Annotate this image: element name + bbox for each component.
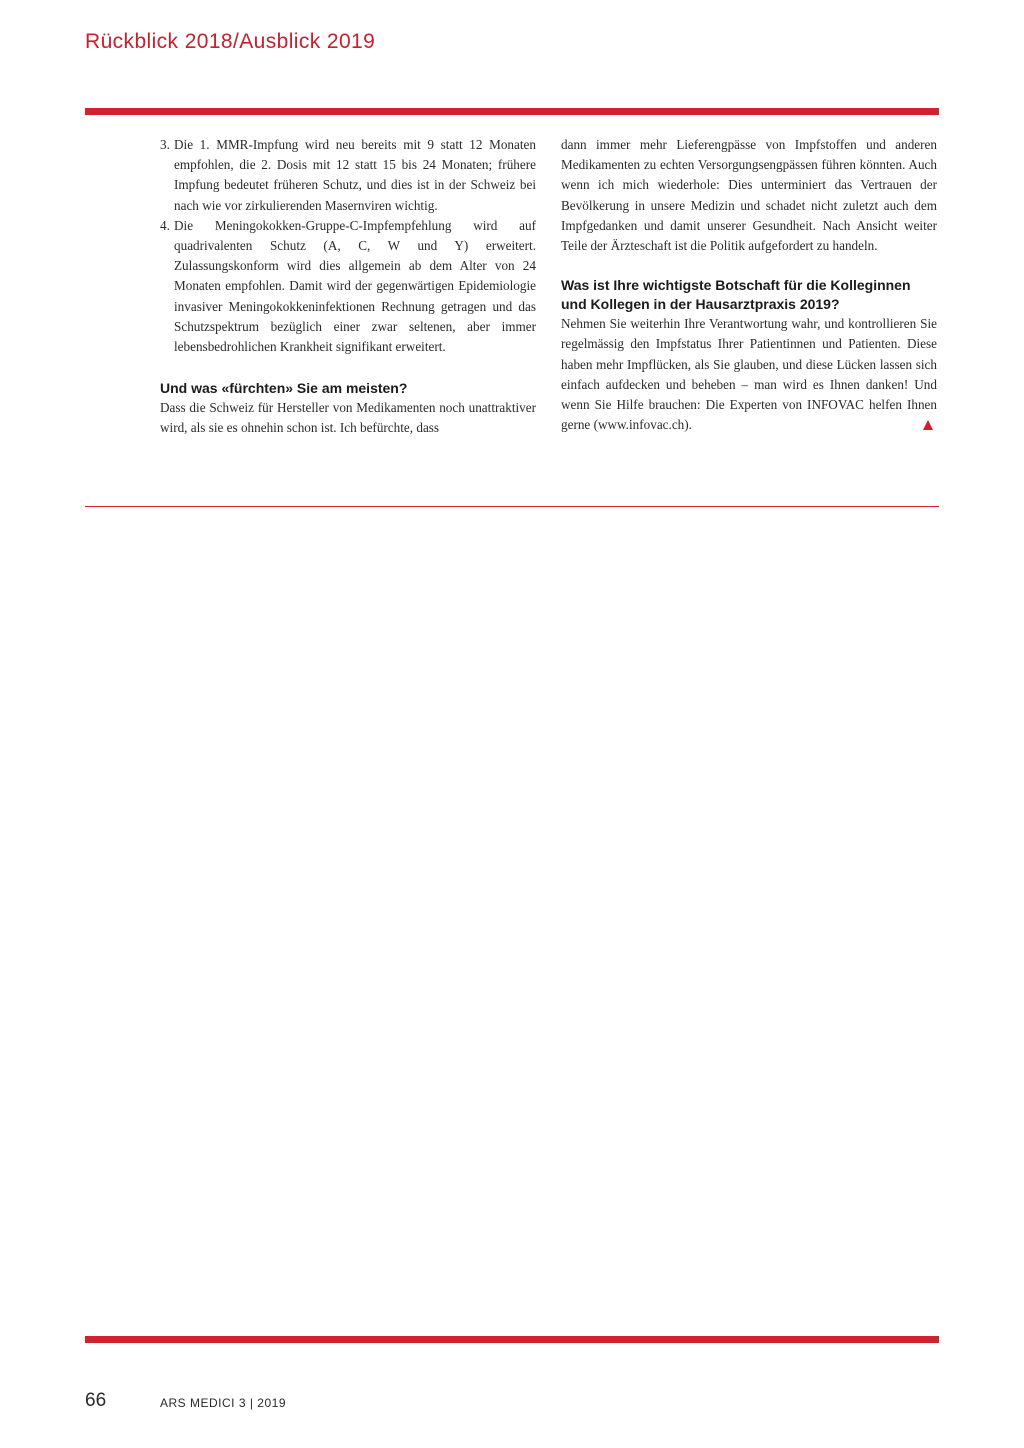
interview-question: Was ist Ihre wichtigste Botschaft für die Kolleginnen und Kollegen in der Hausarztpraxis 2019? xyxy=(561,277,911,313)
list-item-number: 3. xyxy=(160,137,170,152)
footer-divider xyxy=(85,1336,939,1343)
interview-answer-text: Nehmen Sie weiterhin Ihre Verantwortung wahr, und kontrollieren Sie regelmässig den Impfstatus Ihrer Patientinnen und Patienten. Diese haben mehr Impflücken, als Sie glauben, und diese Lücken lassen sich einfach aufdecken und beheben – man wird es Ihnen danken! Und wenn Sie Hilfe brauchen: Die Experten von INFOVAC helfen Ihnen gerne (www.infovac.ch). xyxy=(561,316,937,433)
list-item xyxy=(160,216,536,357)
list-item xyxy=(160,135,536,216)
page-header-title: Rückblick 2018/Ausblick 2019 xyxy=(85,30,376,53)
list-item-text: Die 1. MMR-Impfung wird neu bereits mit 9 statt 12 Monaten empfohlen, die 2. Dosis mit 12 statt 15 bis 24 Monaten; frühere Impfung bedeutet früheren Schutz, und dies ist in der Schweiz bei nach wie vor zirkulierenden Masernviren wichtig. xyxy=(174,137,536,213)
article-end-divider xyxy=(85,506,939,507)
interview-answer: Dass die Schweiz für Hersteller von Medikamenten noch unattraktiver wird, als sie es ohnehin schon ist. Ich befürchte, dass xyxy=(160,400,536,436)
interview-answer-continued: dann immer mehr Lieferengpässe von Impfstoffen und anderen Medikamenten zu echten Versorgungsengpässen führen könnten. Auch wenn ich mich wiederhole: Dies unterminiert das Vertrauen der Bevölkerung in unsere Medizin und schadet nicht zuletzt auch dem Impfgedanken und damit unserer Gesundheit. Nach Ansicht weiter Teile der Ärzteschaft ist die Politik aufgefordert zu handeln. xyxy=(561,137,937,254)
left-column xyxy=(160,135,536,439)
list-item-number: 4. xyxy=(160,217,170,233)
interview-answer-final xyxy=(561,314,937,435)
triangle-up-icon xyxy=(923,420,933,430)
header-divider xyxy=(85,108,939,115)
interview-question: Und was «fürchten» Sie am meisten? xyxy=(160,380,408,397)
list-item-text: Die Meningokokken-Gruppe-C-Impfempfehlung wird auf quadrivalenten Schutz (A, C, W und Y) erweitert. Zulassungskonform wird dies allgemein ab dem Alter von 24 Monaten empfohlen. Damit wird der gegenwärtigen Epidemiologie invasiver Meningokokkeninfektionen Rechnung getragen und das Schutzspektrum bezüglich einer zwar seltenen, aber immer lebensbedrohlichen Krankheit signifikant erweitert. xyxy=(174,217,536,355)
journal-issue: ARS MEDICI 3 | 2019 xyxy=(160,1396,286,1410)
right-column xyxy=(561,135,937,435)
page-number: 66 xyxy=(85,1390,107,1411)
